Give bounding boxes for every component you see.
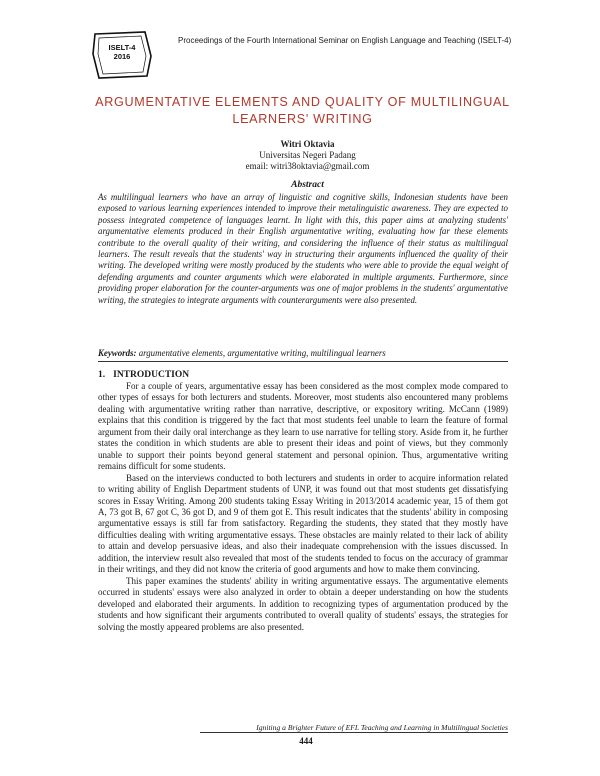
badge-line2: 2016 (113, 52, 131, 61)
abstract-text: As multilingual learners who have an array of linguistic and cognitive skills, Indonesian students have been exposed to various learning experiences intended to improve their metalinguistic awareness. They are expected to possess integrated competence of languages learnt. In light with this, this paper aims at analyzing students' argumentative elements produced in their English argumentative writing, evaluating how far these elements contribute to the overall quality of their writing, and considering the influence of their status as multilingual learners. The result reveals that the students' way in structuring their arguments influenced the quality of their writing. The developed writing were mostly produced by the students who were able to provide the equal weight of defending arguments and counter arguments which were elaborated in multiple arguments. Furthermore, since providing proper elaboration for the counter-arguments was one of major problems in the students' argumentative writing, the strategies to integrate arguments with counterarguments were also presented. (98, 192, 508, 305)
keywords-line (98, 348, 508, 362)
section-title: INTRODUCTION (113, 370, 190, 380)
body-paragraph: For a couple of years, argumentative essay has been considered as the most complex mode compared to other types of essays for both lecturers and students. Moreover, most students also encountered many problems dealing with argumentative writing rather than narrative, descriptive, or expository writing. McCann (1989) explains that this condition is triggered by the fact that most students feel unable to learn the feature of formal argument from their daily oral interchange as they learn to use narrative for telling story. Aside from it, he further states the condition in which students are able to present their ideas and point of views, but they commonly unable to support their points beyond general statement and personal opinion. Thus, argumentative writing remains difficult for some students. (98, 381, 508, 472)
keywords-label: Keywords: (98, 348, 137, 358)
abstract-heading: Abstract (291, 180, 324, 190)
section-body (98, 381, 508, 633)
author-affiliation: Universitas Negeri Padang (259, 150, 356, 160)
author-name: Witri Oktavia (280, 139, 335, 149)
footer-rule (200, 732, 508, 733)
author-block (100, 139, 515, 172)
body-paragraph: Based on the interviews conducted to both lecturers and students in order to acquire information related to writing ability of English Department students of UNP, it was found out that most students get dissatisfying scores in Essay Writing. Among 200 students taking Essay Writing in 2013/2014 academic year, 15 of them got A, 73 got B, 67 got C, 36 got D, and 9 of them got E. This result indicates that the students' ability in composing argumentative essays is still far from satisfactory. Regarding the students, they stated that they mostly have difficulties dealing with writing argumentative essays. These obstacles are mainly related to their lack of ability to attain and develop persuasive ideas, and also their inadequate comprehension with the issues discussed. In addition, the interview result also revealed that most of the students tended to focus on the accuracy of grammar in their writings, and they did not know the criteria of good arguments and how to make them convincing. (98, 472, 508, 575)
page-number: 444 (299, 736, 313, 746)
badge-line1: ISELT-4 (108, 43, 136, 52)
body-paragraph: This paper examines the students' ability in writing argumentative essays. The argumentative elements occurred in students' essays were also analyzed in order to obtain a deeper understanding on how the students developed and elaborated their arguments. In addition to recognizing types of argumentation produced by the students and how significant their arguments contributed to overall quality of students' essays, the strategies for solving the mostly appeared problems are also presented. (98, 575, 508, 632)
author-email: email: witri38oktavia@gmail.com (245, 161, 370, 171)
section-heading (98, 370, 189, 380)
paper-title: ARGUMENTATIVE ELEMENTS AND QUALITY OF MULTILINGUAL LEARNERS' WRITING (95, 95, 510, 126)
footer-tagline: Igniting a Brighter Future of EFL Teaching and Learning in Multilingual Societies (256, 723, 508, 732)
iselt-badge (89, 26, 155, 82)
section-number: 1. (98, 370, 106, 380)
running-head: Proceedings of the Fourth International Seminar on English Language and Teaching (ISELT-4) (178, 36, 512, 45)
keywords-text: argumentative elements, argumentative writing, multilingual learners (138, 348, 386, 358)
